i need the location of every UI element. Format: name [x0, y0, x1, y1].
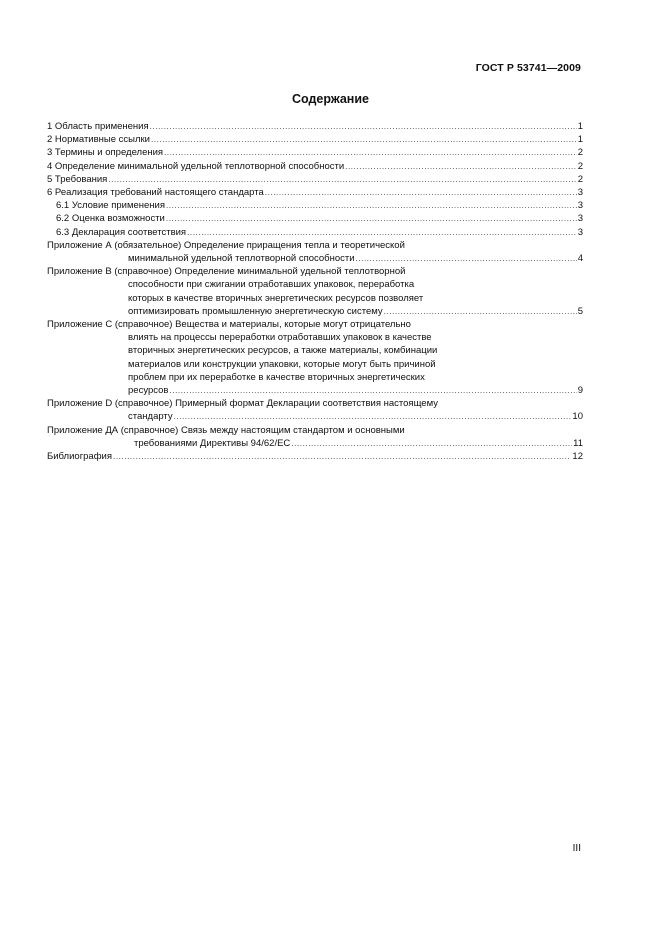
toc-entry[interactable]: [47, 160, 583, 173]
annex-title-line: Примерный формат Декларации соответствия настоящему: [175, 398, 438, 410]
page-number: III: [572, 843, 581, 854]
annex-title-line: вторичных энергетических ресурсов, а также материалы, комбинации: [128, 345, 438, 357]
toc-entry-text: 6.1 Условие применения: [56, 200, 165, 212]
annex-label: Приложение ДА (справочное): [47, 424, 179, 436]
toc-title: Содержание: [291, 92, 369, 106]
toc-entry-page: 9: [577, 385, 583, 397]
toc-entry-text: 3 Термины и определения: [47, 147, 164, 159]
toc-entry-page: 1: [577, 134, 583, 146]
toc-entry[interactable]: [47, 146, 583, 159]
annex-last-line: [47, 437, 583, 450]
toc-annex-b[interactable]: [47, 265, 583, 318]
toc-entry[interactable]: [47, 186, 583, 199]
toc-entry-page: 3: [577, 187, 583, 199]
annex-title-line: оптимизировать промышленную энергетическую систему: [128, 305, 383, 317]
toc-subentry[interactable]: [47, 226, 583, 239]
leader-dots: [166, 199, 577, 212]
annex-title-line: ресурсов: [128, 385, 169, 397]
leader-dots: [265, 186, 577, 199]
toc-entry-page: 5: [577, 305, 583, 317]
leader-dots: [166, 212, 577, 225]
annex-title-line: проблем при их переработке в качестве вторичных энергетических: [128, 371, 425, 383]
annex-last-line: [47, 252, 583, 265]
annex-last-line: [47, 410, 583, 423]
toc-annex-da[interactable]: [47, 424, 583, 450]
leader-dots: [169, 384, 576, 397]
toc-entry-page: 12: [572, 451, 583, 463]
annex-last-line: [47, 305, 583, 318]
leader-dots: [108, 173, 576, 186]
leader-dots: [164, 146, 577, 159]
toc-entry-page: 2: [577, 173, 583, 185]
annex-first-line: [47, 397, 583, 410]
toc-entry-text: 6.3 Декларация соответствия: [56, 226, 187, 238]
leader-dots: [345, 160, 577, 173]
toc-annex-a[interactable]: [47, 239, 583, 265]
annex-title-line: влиять на процессы переработки отработавших упаковок в качестве: [128, 332, 432, 344]
annex-title-line: способности при сжигании отработавших упаковок, переработка: [128, 279, 415, 291]
toc-entry-page: 2: [577, 160, 583, 172]
leader-dots: [150, 120, 577, 133]
annex-title-line: стандарту: [128, 411, 173, 423]
toc-entry[interactable]: [47, 120, 583, 133]
annex-title-line: минимальной удельной теплотворной способности: [128, 253, 355, 265]
toc-entry-page: 4: [577, 253, 583, 265]
toc-entry-text: 2 Нормативные ссылки: [47, 134, 150, 146]
table-of-contents: [47, 120, 583, 463]
annex-label: Приложение А (обязательное): [47, 239, 182, 251]
annex-first-line: [47, 318, 583, 331]
leader-dots: [174, 410, 572, 423]
toc-entry[interactable]: [47, 133, 583, 146]
annex-title-line: Определение приращения тепла и теоретической: [183, 239, 405, 251]
annex-title-line: требованиями Директивы 94/62/ЕС: [134, 437, 291, 449]
toc-annex-c[interactable]: [47, 318, 583, 397]
annex-last-line: [47, 384, 583, 397]
toc-entry-page: 10: [572, 411, 583, 423]
leader-dots: [291, 437, 572, 450]
toc-entry[interactable]: [47, 173, 583, 186]
leader-dots: [113, 450, 571, 463]
toc-entry-page: 3: [577, 200, 583, 212]
toc-subentry[interactable]: [47, 199, 583, 212]
toc-entry-page: 1: [577, 121, 583, 132]
annex-title-line: которых в качестве вторичных энергетических ресурсов позволяет: [128, 292, 424, 304]
toc-entry-text: 6 Реализация требований настоящего стандарта: [47, 187, 264, 199]
annex-label: Приложение С (справочное): [47, 319, 173, 331]
leader-dots: [384, 305, 577, 318]
toc-entry-text: 1 Область применения: [47, 121, 149, 132]
annex-label: Приложение В (справочное): [47, 266, 172, 278]
annex-first-line: [47, 265, 583, 278]
annex-title-line: Определение минимальной удельной теплотворной: [174, 266, 406, 278]
toc-entry-page: 2: [577, 147, 583, 159]
annex-label: Приложение D (справочное): [47, 398, 173, 410]
toc-entry-text: 4 Определение минимальной удельной теплотворной способности: [47, 160, 345, 172]
toc-entry-text: Библиография: [47, 451, 112, 463]
toc-annex-d[interactable]: [47, 397, 583, 423]
toc-entry-page: 11: [573, 437, 583, 449]
annex-title-line: материалов или конструкции упаковки, которые могут быть причиной: [128, 358, 436, 370]
page-header: ГОСТ Р 53741—2009: [475, 62, 581, 74]
toc-entry-page: 3: [577, 213, 583, 225]
annex-title-line: Вещества и материалы, которые могут отрицательно: [175, 319, 411, 331]
toc-entry-text: 5 Требования: [47, 173, 108, 185]
toc-entry-text: 6.2 Оценка возможности: [56, 213, 165, 225]
annex-first-line: [47, 424, 583, 437]
toc-entry-page: 3: [577, 226, 583, 238]
annex-title-line: Связь между настоящим стандартом и основными: [180, 424, 405, 436]
leader-dots: [151, 133, 577, 146]
annex-first-line: [47, 239, 583, 252]
toc-subentry[interactable]: [47, 212, 583, 225]
leader-dots: [356, 252, 577, 265]
toc-entry-bibliography[interactable]: [47, 450, 583, 463]
leader-dots: [187, 226, 577, 239]
